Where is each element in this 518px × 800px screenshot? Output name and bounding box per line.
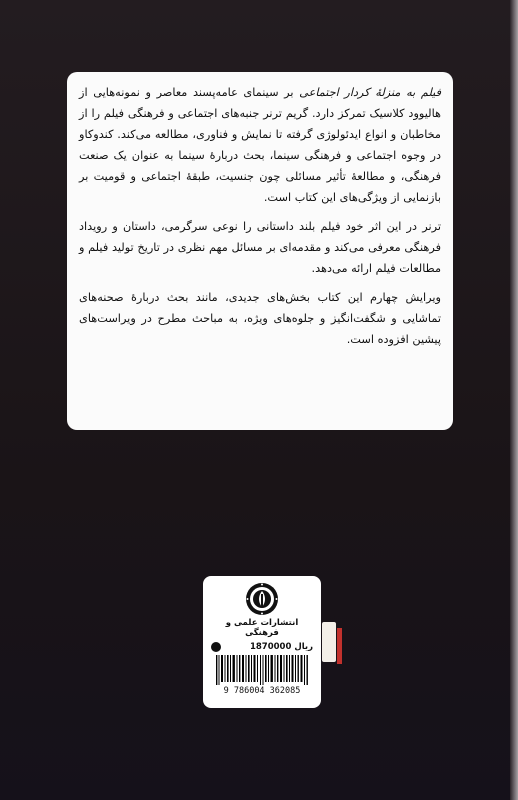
book-title-italic: فیلم به منزلهٔ کردار اجتماعی — [299, 86, 441, 99]
blurb-paragraph-2: ترنر در این اثر خود فیلم بلند داستانی را نوعی سرگرمی، داستان و رویداد فرهنگی معرفی می‌کند و مقدمه‌ای بر مسائل مهم نظری در تاریخ تولید فیلم و مطالعات فیلم ارائه می‌دهد. — [79, 220, 441, 275]
price-label: ریال 1870000 — [249, 642, 313, 652]
blurb-paragraph-3: ویرایش چهارم این کتاب بخش‌های جدیدی، مانند بحث دربارهٔ صحنه‌های تماشایی و شگفت‌انگیز و جلوه‌های ویژه، به مباحث مطرح در ویراست‌های پیشین افزوده است. — [79, 291, 441, 346]
publisher-logo-icon — [245, 582, 279, 616]
blurb-panel — [67, 72, 453, 430]
isbn-number: 9 786004 362085 — [223, 686, 301, 696]
red-strip — [337, 628, 342, 664]
price-arrow-icon — [211, 642, 221, 652]
publisher-box — [203, 576, 321, 708]
price-row — [211, 642, 313, 652]
barcode-icon — [214, 655, 310, 685]
blurb-paragraph-1 — [79, 82, 441, 208]
page-edge — [510, 0, 518, 800]
publisher-name: انتشارات علمی و فرهنگی — [225, 618, 299, 638]
side-sticker — [322, 622, 336, 662]
blurb-paragraph-1-text: بر سینمای عامه‌پسند معاصر و نمونه‌هایی از هالیوود کلاسیک تمرکز دارد. گریم ترنر جنبه‌های اجتماعی و فرهنگی فیلم را از مخاطبان و انواع ایدئولوژی گرفته تا نمایش و فناوری، مطالعه می‌کند. کندوکاو در وجوه اجتماعی و فرهنگی سینما، بحث دربارهٔ سینما به عنوان یک صنعت فرهنگی، و مطالعهٔ تأثیر مسائلی چون جنسیت، طبقهٔ اجتماعی و قومیت بر بازنمایی از ویژگی‌های این کتاب است. — [79, 86, 441, 204]
